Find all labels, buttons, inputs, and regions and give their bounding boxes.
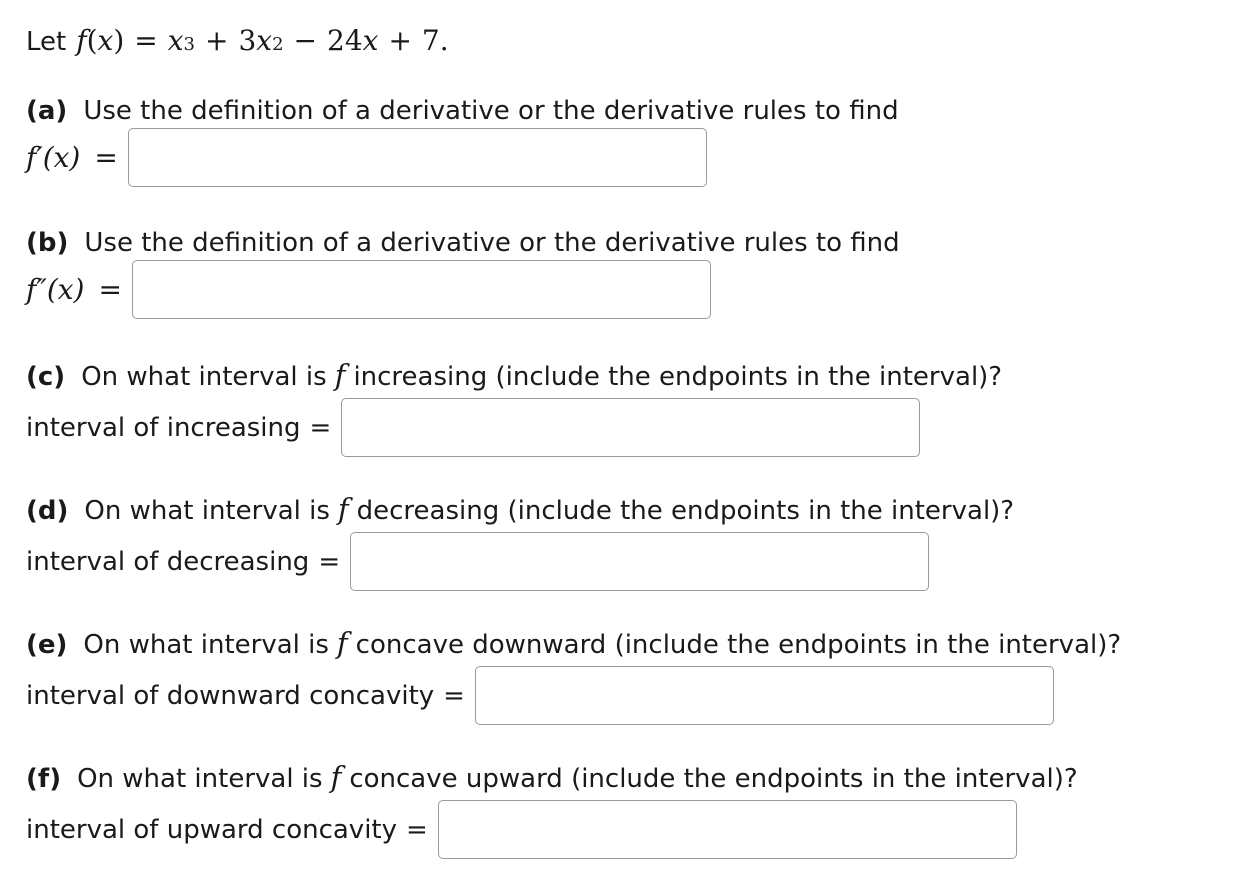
part-e bbox=[26, 626, 1121, 725]
part-c-label: (c) bbox=[26, 362, 66, 392]
part-c-question bbox=[26, 358, 1002, 392]
part-f-answer-label: interval of upward concavity bbox=[26, 814, 397, 845]
part-d-f-symbol: f bbox=[337, 492, 349, 526]
part-f-label: (f) bbox=[26, 764, 62, 794]
part-d-text-post: decreasing (include the endpoints in the interval)? bbox=[356, 496, 1015, 526]
part-c bbox=[26, 358, 1002, 457]
part-f-f-symbol: f bbox=[330, 760, 342, 794]
part-b-answer-input[interactable] bbox=[132, 260, 711, 319]
part-c-answer-row bbox=[26, 398, 1002, 457]
part-e-text-post: concave downward (include the endpoints in the interval)? bbox=[355, 630, 1122, 660]
part-a bbox=[26, 96, 899, 187]
part-f-text-pre: On what interval is bbox=[77, 764, 323, 794]
part-d-answer-input[interactable] bbox=[350, 532, 929, 591]
part-b-text: Use the definition of a derivative or the derivative rules to find bbox=[84, 228, 900, 258]
part-f-answer-input[interactable] bbox=[438, 800, 1017, 859]
part-f-text-post: concave upward (include the endpoints in the interval)? bbox=[349, 764, 1078, 794]
part-e-text-pre: On what interval is bbox=[83, 630, 329, 660]
term-3-var: x bbox=[362, 24, 379, 57]
term-1-var: x bbox=[167, 24, 184, 57]
part-b-equals: = bbox=[98, 273, 122, 306]
function-definition: f ( x ) = x 3 + 3 x 2 − 24 x + 7. bbox=[76, 24, 449, 57]
part-d bbox=[26, 492, 1014, 591]
plus-sign: + bbox=[204, 24, 229, 57]
part-b-answer-label: f″(x) bbox=[26, 273, 85, 306]
part-c-answer-label: interval of increasing bbox=[26, 412, 301, 443]
equals-sign: = bbox=[134, 24, 158, 57]
part-a-equals: = bbox=[94, 141, 118, 174]
part-e-answer-input[interactable] bbox=[475, 666, 1054, 725]
part-d-answer-row bbox=[26, 532, 1014, 591]
part-c-answer-input[interactable] bbox=[341, 398, 920, 457]
part-b-label: (b) bbox=[26, 228, 69, 258]
part-f-question bbox=[26, 760, 1078, 794]
part-e-question bbox=[26, 626, 1121, 660]
part-c-text-post: increasing (include the endpoints in the interval)? bbox=[353, 362, 1003, 392]
term-2-var: x bbox=[256, 24, 273, 57]
part-a-text: Use the definition of a derivative or the derivative rules to find bbox=[83, 96, 899, 126]
term-3-coef: 24 bbox=[327, 24, 363, 57]
part-e-label: (e) bbox=[26, 630, 68, 660]
part-e-answer-row bbox=[26, 666, 1121, 725]
function-var: x bbox=[97, 24, 114, 57]
term-2-coef: 3 bbox=[238, 24, 257, 57]
part-a-answer-row bbox=[26, 128, 899, 187]
part-c-text-pre: On what interval is bbox=[81, 362, 327, 392]
part-c-equals: = bbox=[309, 412, 332, 443]
plus-sign-2: + bbox=[388, 24, 412, 57]
part-b bbox=[26, 228, 900, 319]
part-e-equals: = bbox=[443, 680, 465, 711]
part-d-question bbox=[26, 492, 1014, 526]
part-a-question bbox=[26, 96, 899, 126]
part-d-equals: = bbox=[318, 546, 341, 577]
part-a-label: (a) bbox=[26, 96, 68, 126]
part-f-answer-row bbox=[26, 800, 1078, 859]
part-a-answer-input[interactable] bbox=[128, 128, 707, 187]
part-d-answer-label: interval of decreasing bbox=[26, 546, 310, 577]
part-f-equals: = bbox=[406, 814, 428, 845]
part-c-f-symbol: f bbox=[334, 358, 346, 392]
part-e-answer-label: interval of downward concavity bbox=[26, 680, 435, 711]
part-d-label: (d) bbox=[26, 496, 69, 526]
part-d-text-pre: On what interval is bbox=[84, 496, 330, 526]
intro-lead: Let bbox=[26, 27, 67, 57]
part-e-f-symbol: f bbox=[336, 626, 348, 660]
constant-term: 7. bbox=[421, 24, 449, 57]
minus-sign: − bbox=[293, 24, 317, 57]
problem-statement bbox=[26, 24, 449, 57]
part-a-answer-label: f′(x) bbox=[26, 141, 81, 174]
function-name: f bbox=[76, 24, 87, 57]
part-b-answer-row bbox=[26, 260, 900, 319]
part-f bbox=[26, 760, 1078, 859]
part-b-question bbox=[26, 228, 900, 258]
